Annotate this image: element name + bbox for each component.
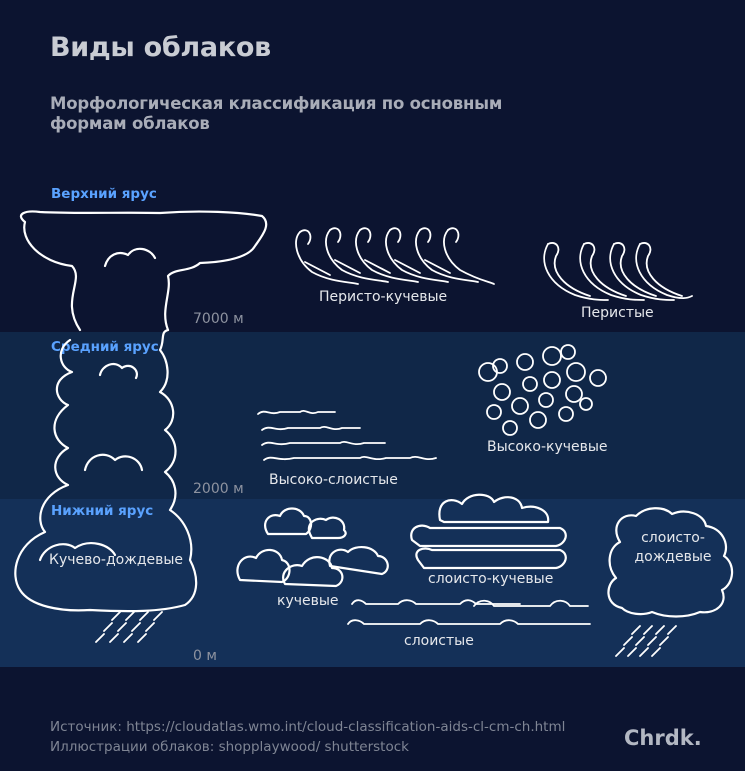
altocumulus-illustration	[479, 345, 606, 435]
page-subtitle: Морфологическая классификация по основным формам облаков	[50, 94, 503, 133]
altostratus-illustration	[258, 411, 436, 460]
altostratus-label: Высоко-слоистые	[269, 472, 398, 488]
altitude-2000: 2000 м	[193, 481, 244, 497]
tier-middle-label: Средний ярус	[51, 339, 159, 355]
stratocumulus-label: слоисто-кучевые	[428, 571, 554, 587]
nimbostratus-label-line2: дождевые	[634, 549, 712, 565]
altitude-7000: 7000 м	[193, 311, 244, 327]
tier-upper-label: Верхний ярус	[51, 186, 157, 202]
cumulus-label: кучевые	[277, 593, 339, 609]
brand-logo: Chrdk.	[624, 726, 702, 750]
altocumulus-label: Высоко-кучевые	[487, 439, 608, 455]
cumulus-illustration	[237, 509, 387, 587]
stratus-illustration	[348, 600, 590, 624]
cirrus-illustration	[544, 243, 692, 300]
stratus-label: слоистые	[404, 633, 474, 649]
cumulonimbus-label: Кучево-дождевые	[49, 552, 184, 568]
page-title: Виды облаков	[50, 32, 271, 63]
cirrocumulus-illustration	[296, 228, 494, 284]
tier-lower-label: Нижний ярус	[51, 503, 154, 519]
cirrocumulus-label: Перисто-кучевые	[319, 289, 448, 305]
altitude-0: 0 м	[193, 648, 217, 664]
source-credits	[50, 717, 565, 757]
cirrus-label: Перистые	[581, 305, 654, 321]
cumulonimbus-illustration	[15, 211, 266, 642]
nimbostratus-label-line1: слоисто-	[641, 530, 705, 546]
stratocumulus-illustration	[411, 495, 566, 568]
illustration-credit-line: Иллюстрации облаков: shopplaywood/ shutterstock	[50, 739, 409, 755]
source-line: Источник: https://cloudatlas.wmo.int/cloud-classification-aids-cl-cm-ch.html	[50, 719, 566, 735]
